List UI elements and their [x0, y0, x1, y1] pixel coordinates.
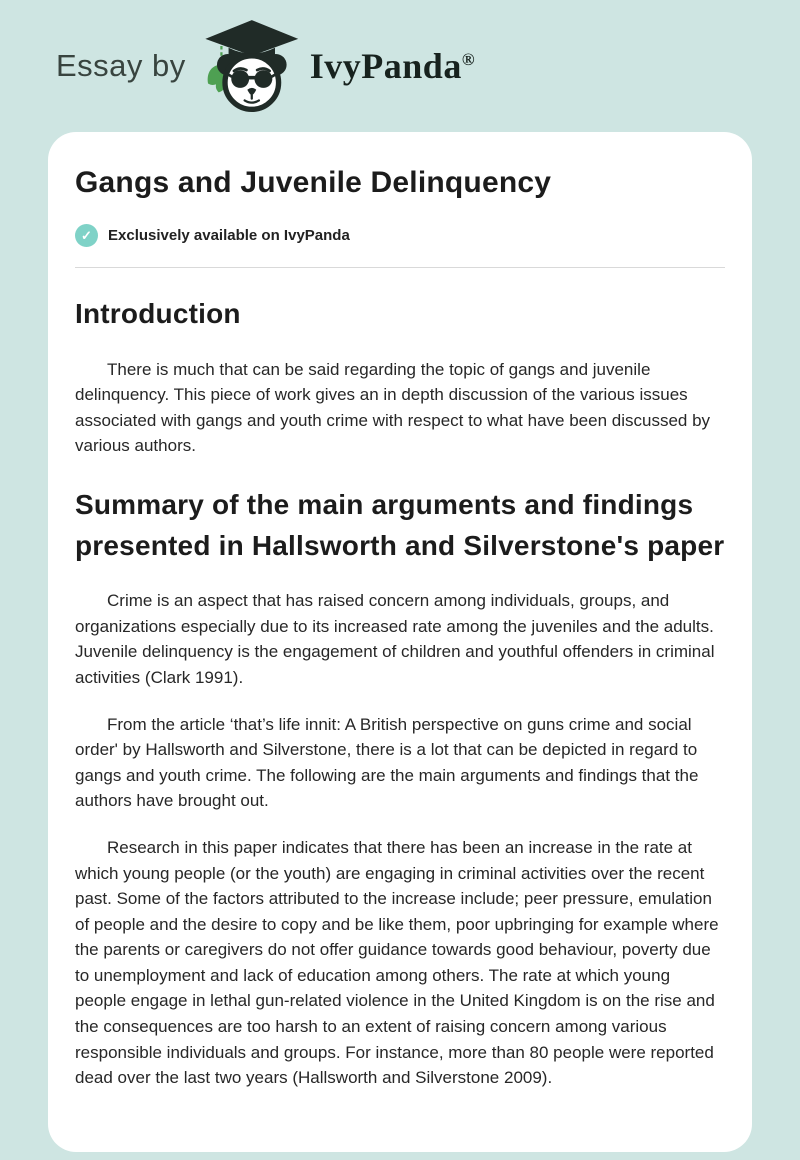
essay-card	[48, 132, 752, 1152]
summary-paragraph-2: From the article ‘that’s life innit: A British perspective on guns crime and social order' by Hallsworth and Silverstone, there is a lot that can be depicted in regard to gangs and youth crime. The following are the main arguments and findings that the authors have brought out.	[75, 714, 699, 811]
summary-paragraph-1: Crime is an aspect that has raised concern among individuals, groups, and organizations especially due to its increased rate among the juveniles and the adults. Juvenile delinquency is the engagement of children and youthful offenders in criminal activities (Clark 1991).	[75, 591, 715, 687]
intro-paragraph: There is much that can be said regarding the topic of gangs and juvenile delinquency. This piece of work gives an in depth discussion of the various issues associated with gangs and youth crime with respect to what have been discussed by various authors.	[75, 359, 711, 456]
check-icon: ✓	[75, 224, 98, 247]
intro-heading: Introduction	[75, 298, 241, 329]
registered-trademark: ®	[461, 50, 476, 69]
summary-heading: Summary of the main arguments and findings presented in Hallsworth and Silverstone's paper	[75, 488, 725, 561]
exclusive-badge	[75, 224, 725, 247]
summary-paragraph-3: Research in this paper indicates that there has been an increase in the rate at which young people (or the youth) are engaging in criminal activities over the recent past. Some of the factors attributed to the increase include; peer pressure, emulation of people and the desire to copy and be like them, poor upbringing for example where the parents or caregivers do not offer guidance towards good behaviour, poverty due to unemployment and lack of education among others. The rate at which young people engage in lethal gun-related violence in the United Kingdom is on the rise and the consequences are too harsh to an extent of raising concern among various responsible individuals and groups. For instance, more than 80 people were reported dead over the last two years (Hallsworth and Silverstone 2009).	[75, 837, 719, 1088]
essay-title: Gangs and Juvenile Delinquency	[75, 166, 552, 199]
site-header	[0, 0, 800, 132]
brand-name	[310, 45, 475, 87]
essay-by-label: Essay by	[56, 48, 186, 83]
ivypanda-panda-logo-icon	[200, 20, 300, 113]
brand-name-text: IvyPanda	[309, 46, 462, 86]
divider	[75, 267, 725, 268]
exclusive-badge-label: Exclusively available on IvyPanda	[108, 227, 350, 244]
